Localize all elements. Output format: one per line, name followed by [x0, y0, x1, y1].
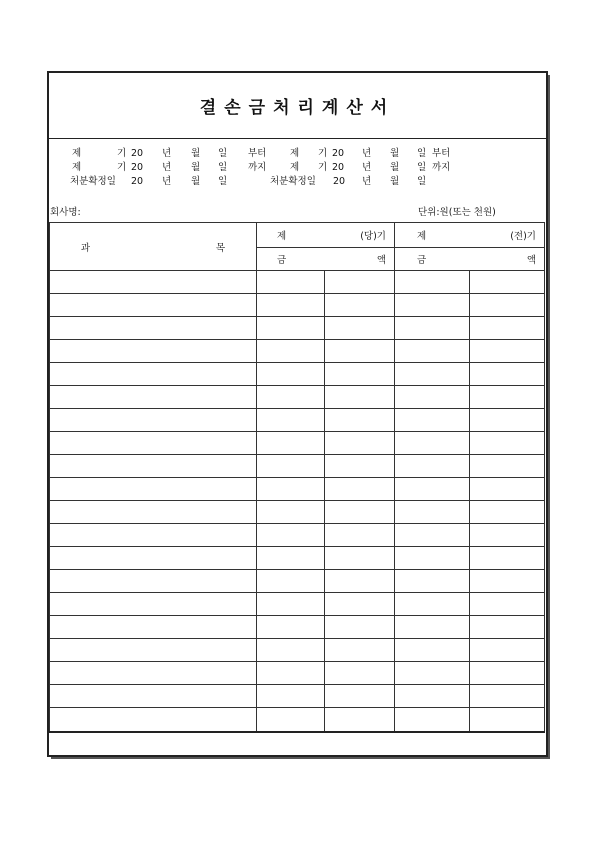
amount-cell[interactable] [395, 708, 470, 733]
table-row [50, 271, 545, 294]
amount-cell[interactable] [470, 271, 545, 294]
amount-cell[interactable] [470, 294, 545, 317]
disposal-date-text: 20 [131, 176, 144, 187]
period-text: 일 [417, 148, 427, 159]
subject-cell[interactable] [50, 340, 257, 363]
amount-cell[interactable] [325, 524, 395, 547]
subject-cell[interactable] [50, 409, 257, 432]
period-text: 까지 [432, 162, 451, 173]
amount-cell[interactable] [325, 317, 395, 340]
period-text: 부터 [248, 148, 267, 159]
period-text: 까지 [248, 162, 267, 173]
amount-cell[interactable] [325, 685, 395, 708]
disposal-date-text: 년 [362, 176, 372, 187]
amount-cell[interactable] [257, 593, 325, 616]
disposal-date-text: 20 [333, 176, 346, 187]
table-row [50, 455, 545, 478]
subject-cell[interactable] [50, 524, 257, 547]
amount-cell[interactable] [325, 363, 395, 386]
period-text: 20 [332, 162, 345, 173]
current-period-header [257, 223, 395, 248]
amount-cell[interactable] [395, 386, 470, 409]
amount-cell[interactable] [470, 616, 545, 639]
amount-cell[interactable] [325, 478, 395, 501]
amount-cell[interactable] [470, 708, 545, 733]
amount-cell[interactable] [325, 639, 395, 662]
amount-cell[interactable] [257, 524, 325, 547]
amount-cell[interactable] [395, 616, 470, 639]
amount-cell[interactable] [325, 662, 395, 685]
prior-amount-header [395, 248, 545, 271]
amount-cell[interactable] [325, 570, 395, 593]
disposal-date-text: 일 [218, 176, 228, 187]
prior-period-label-right: (전)기 [510, 231, 536, 242]
disposal-date-text: 월 [390, 176, 400, 187]
unit-label: 단위:원(또는 천원) [418, 207, 496, 218]
amount-cell[interactable] [257, 317, 325, 340]
amount-cell[interactable] [325, 593, 395, 616]
amount-cell[interactable] [395, 524, 470, 547]
table-row [50, 639, 545, 662]
amount-cell[interactable] [257, 616, 325, 639]
amount-cell[interactable] [257, 570, 325, 593]
period-text: 월 [191, 148, 201, 159]
amount-cell[interactable] [325, 340, 395, 363]
amount-cell[interactable] [257, 409, 325, 432]
amount-cell[interactable] [470, 685, 545, 708]
amount-cell[interactable] [470, 501, 545, 524]
subject-cell[interactable] [50, 570, 257, 593]
table-row [50, 593, 545, 616]
amount-cell[interactable] [395, 685, 470, 708]
table-row [50, 708, 545, 733]
amount-cell[interactable] [257, 547, 325, 570]
amount-cell[interactable] [470, 432, 545, 455]
amount-cell[interactable] [395, 593, 470, 616]
amount-cell[interactable] [325, 386, 395, 409]
period-text: 제 [290, 148, 300, 159]
table-row [50, 547, 545, 570]
amount-cell[interactable] [470, 570, 545, 593]
period-text: 제 [72, 162, 82, 173]
disposal-date-text: 년 [162, 176, 172, 187]
amount-cell[interactable] [395, 317, 470, 340]
amount-cell[interactable] [395, 639, 470, 662]
table-row [50, 386, 545, 409]
prior-amount-label-right: 액 [526, 255, 536, 266]
subject-cell[interactable] [50, 501, 257, 524]
amount-cell[interactable] [470, 478, 545, 501]
amount-cell[interactable] [470, 363, 545, 386]
disposal-date-text: 월 [191, 176, 201, 187]
current-period-label-left: 제 [277, 231, 287, 242]
amount-cell[interactable] [395, 363, 470, 386]
subject-label-right: 목 [215, 242, 226, 254]
subject-label-left: 과 [80, 242, 91, 254]
amount-cell[interactable] [257, 685, 325, 708]
subject-cell[interactable] [50, 363, 257, 386]
company-name-label: 회사명: [50, 207, 81, 218]
subject-cell[interactable] [50, 317, 257, 340]
table-row [50, 662, 545, 685]
table-row [50, 317, 545, 340]
table-row [50, 294, 545, 317]
period-text: 년 [162, 162, 172, 173]
period-text: 20 [131, 162, 144, 173]
amount-cell[interactable] [470, 524, 545, 547]
table-row [50, 685, 545, 708]
amount-cell[interactable] [325, 271, 395, 294]
amount-cell[interactable] [325, 432, 395, 455]
title-box [49, 73, 546, 139]
amount-cell[interactable] [395, 547, 470, 570]
subject-cell[interactable] [50, 708, 257, 733]
period-text: 월 [191, 162, 201, 173]
prior-period-label-left: 제 [417, 231, 427, 242]
subject-cell[interactable] [50, 662, 257, 685]
table-row [50, 409, 545, 432]
table-row [50, 570, 545, 593]
amount-cell[interactable] [325, 501, 395, 524]
table-row [50, 363, 545, 386]
amount-cell[interactable] [395, 271, 470, 294]
current-amount-header [257, 248, 395, 271]
amount-cell[interactable] [395, 478, 470, 501]
amount-cell[interactable] [470, 317, 545, 340]
table-row [50, 340, 545, 363]
period-text: 일 [417, 162, 427, 173]
amount-cell[interactable] [257, 501, 325, 524]
amount-cell[interactable] [395, 340, 470, 363]
table-row [50, 616, 545, 639]
period-text: 제 [290, 162, 300, 173]
period-text: 기 [318, 162, 328, 173]
amount-cell[interactable] [395, 570, 470, 593]
subject-cell[interactable] [50, 593, 257, 616]
prior-period-header [395, 223, 545, 248]
amount-cell[interactable] [395, 432, 470, 455]
amount-cell[interactable] [470, 340, 545, 363]
amount-cell[interactable] [257, 363, 325, 386]
amount-cell[interactable] [325, 409, 395, 432]
amount-cell[interactable] [395, 455, 470, 478]
amount-cell[interactable] [395, 501, 470, 524]
amount-cell[interactable] [325, 708, 395, 733]
subject-cell[interactable] [50, 455, 257, 478]
amount-cell[interactable] [470, 593, 545, 616]
period-text: 20 [332, 148, 345, 159]
current-period-label-right: (당)기 [360, 231, 386, 242]
document-title: 결손금처리계산서 [199, 98, 396, 118]
amount-cell[interactable] [470, 409, 545, 432]
amount-cell[interactable] [257, 478, 325, 501]
amount-cell[interactable] [470, 455, 545, 478]
statement-table [49, 222, 545, 733]
amount-cell[interactable] [470, 639, 545, 662]
period-text: 년 [362, 162, 372, 173]
period-text: 일 [218, 148, 228, 159]
period-text: 제 [72, 148, 82, 159]
disposal-date-text: 처분확정일 [270, 176, 316, 187]
amount-cell[interactable] [325, 616, 395, 639]
subject-cell[interactable] [50, 294, 257, 317]
subject-cell[interactable] [50, 616, 257, 639]
subject-cell[interactable] [50, 478, 257, 501]
table-row [50, 501, 545, 524]
period-text: 부터 [432, 148, 451, 159]
disposal-date-text: 일 [417, 176, 427, 187]
disposal-date-text: 처분확정일 [70, 176, 116, 187]
table-row [50, 478, 545, 501]
amount-cell[interactable] [257, 662, 325, 685]
amount-cell[interactable] [257, 294, 325, 317]
amount-cell[interactable] [257, 455, 325, 478]
period-text: 기 [117, 148, 127, 159]
period-text: 기 [117, 162, 127, 173]
amount-cell[interactable] [257, 708, 325, 733]
prior-amount-label-left: 금 [417, 255, 427, 266]
period-text: 일 [218, 162, 228, 173]
amount-cell[interactable] [470, 547, 545, 570]
subject-cell[interactable] [50, 547, 257, 570]
amount-cell[interactable] [257, 340, 325, 363]
amount-cell[interactable] [325, 547, 395, 570]
amount-cell[interactable] [257, 271, 325, 294]
amount-cell[interactable] [257, 432, 325, 455]
period-text: 월 [390, 162, 400, 173]
subject-cell[interactable] [50, 639, 257, 662]
subject-cell[interactable] [50, 432, 257, 455]
period-text: 20 [131, 148, 144, 159]
current-amount-label-left: 금 [277, 255, 287, 266]
subject-cell[interactable] [50, 386, 257, 409]
amount-cell[interactable] [325, 455, 395, 478]
amount-cell[interactable] [470, 386, 545, 409]
period-text: 년 [162, 148, 172, 159]
amount-cell[interactable] [395, 662, 470, 685]
table-row [50, 524, 545, 547]
amount-cell[interactable] [257, 386, 325, 409]
subject-header [50, 223, 257, 271]
subject-cell[interactable] [50, 685, 257, 708]
period-text: 기 [318, 148, 328, 159]
amount-cell[interactable] [395, 409, 470, 432]
amount-cell[interactable] [395, 294, 470, 317]
amount-cell[interactable] [470, 662, 545, 685]
period-text: 년 [362, 148, 372, 159]
current-amount-label-right: 액 [376, 255, 386, 266]
period-text: 월 [390, 148, 400, 159]
table-row [50, 432, 545, 455]
amount-cell[interactable] [325, 294, 395, 317]
subject-cell[interactable] [50, 271, 257, 294]
amount-cell[interactable] [257, 639, 325, 662]
